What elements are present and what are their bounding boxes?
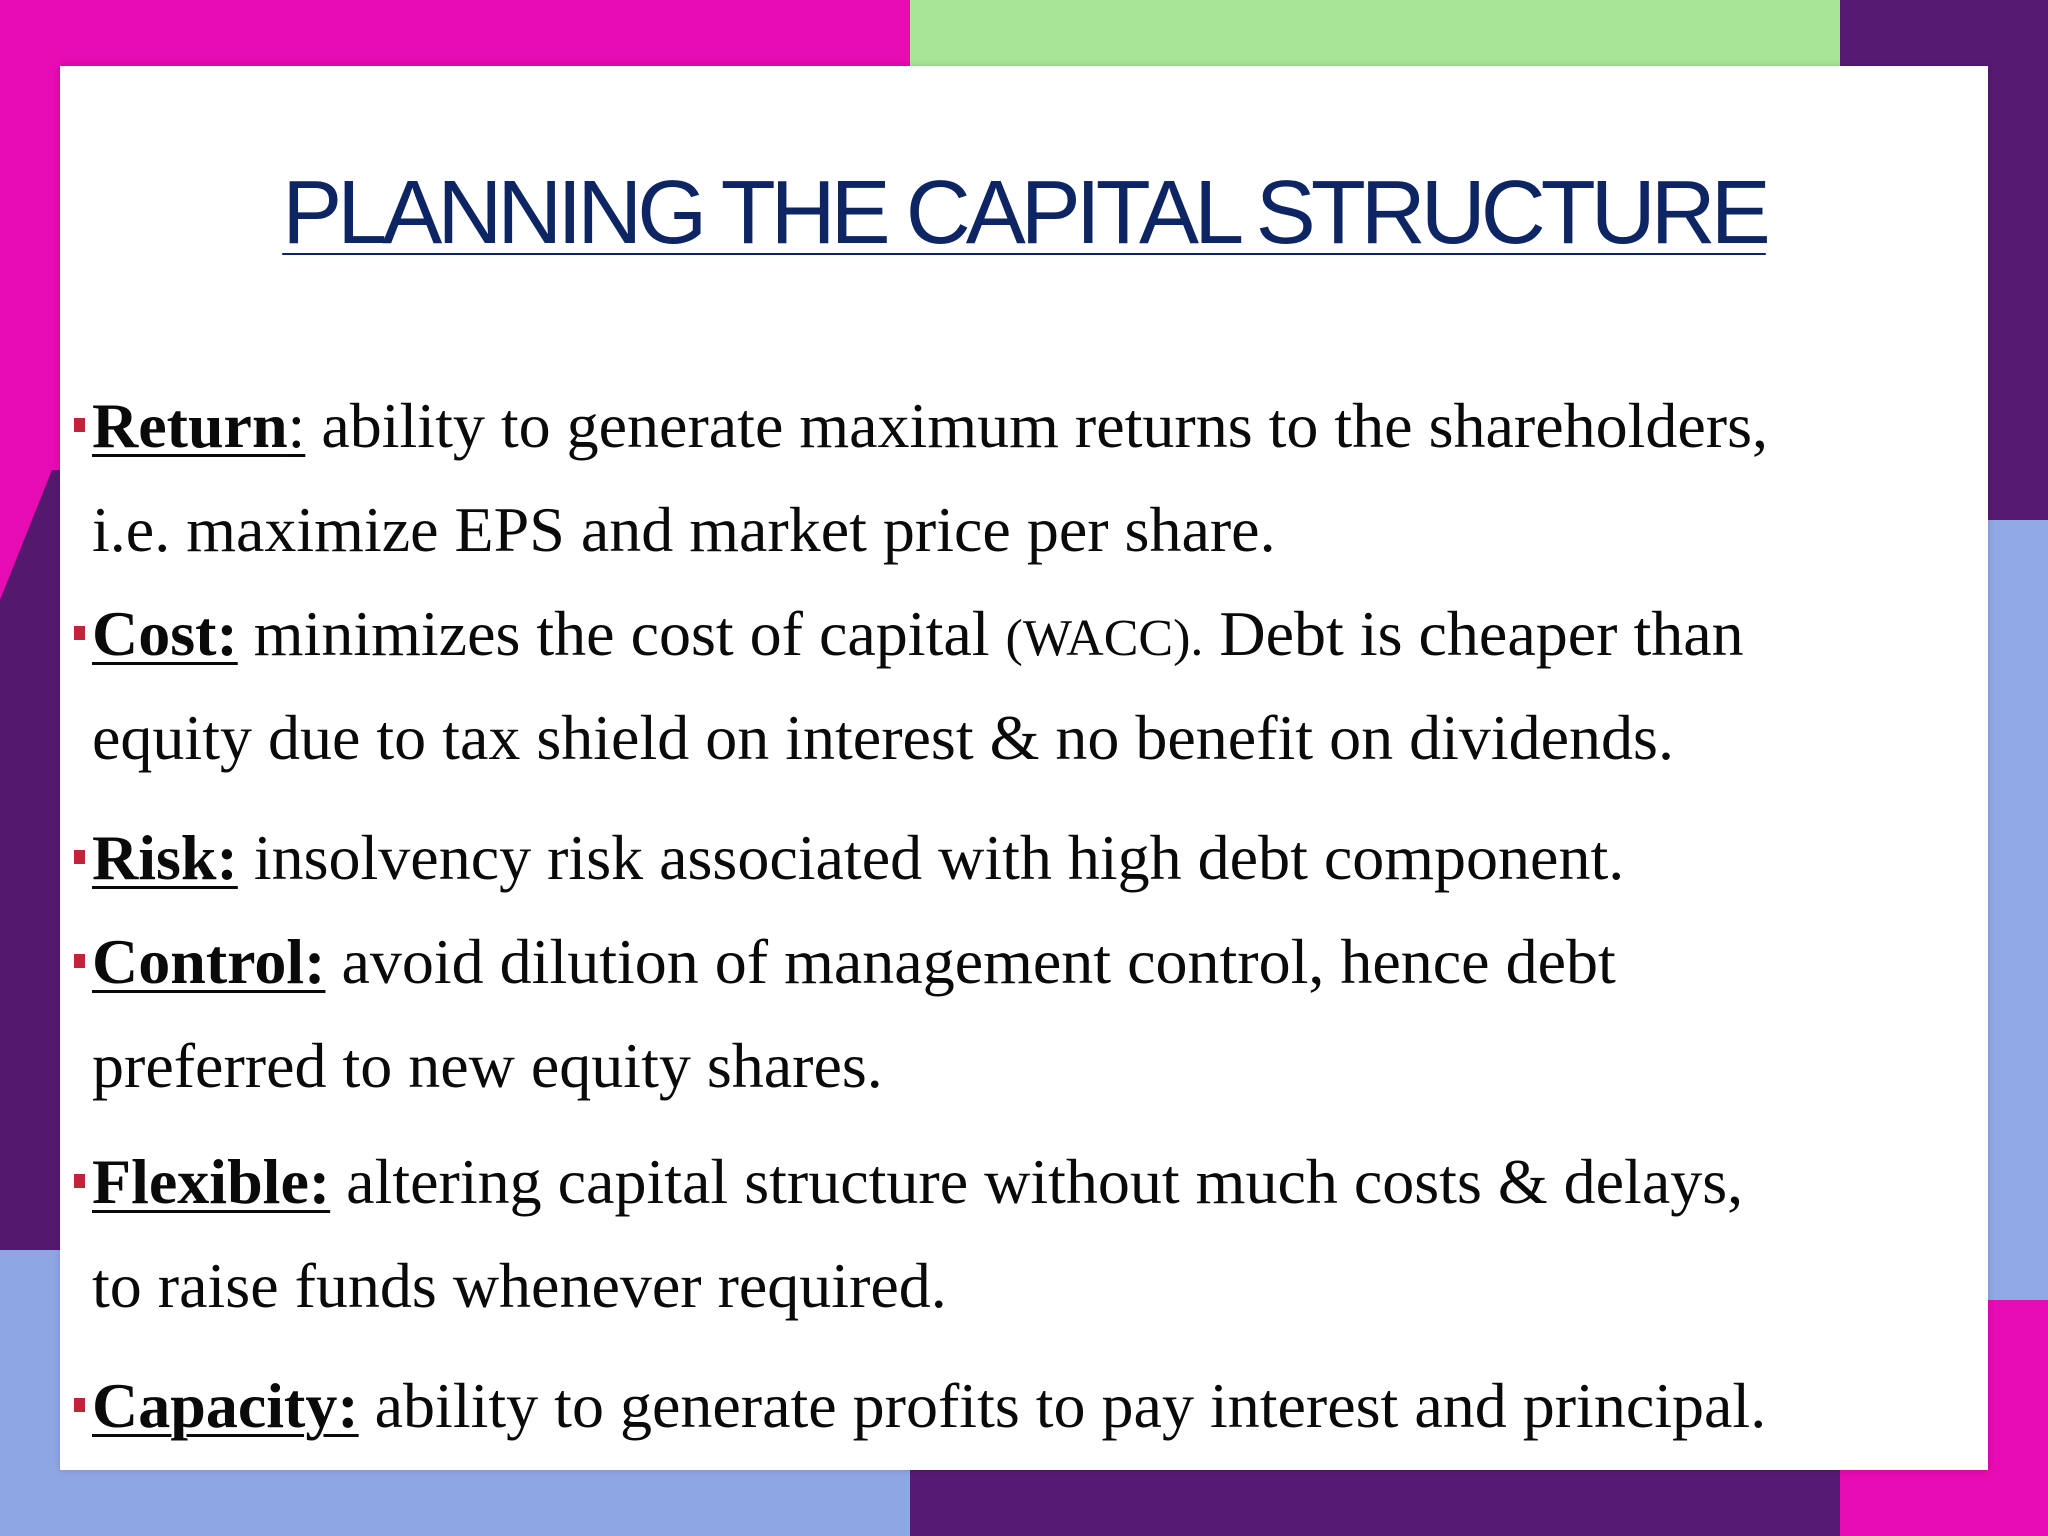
bullet-cost-line2 bbox=[92, 686, 1992, 790]
bullet-term-risk: Risk: bbox=[92, 822, 238, 893]
slide-card bbox=[60, 66, 1988, 1470]
bullet-risk-line1 bbox=[92, 806, 1992, 910]
square-bullet-icon bbox=[74, 954, 85, 968]
bullet-text-wacc: (WACC). bbox=[1005, 610, 1204, 667]
background-green-block bbox=[910, 0, 1840, 70]
bullet-text: equity due to tax shield on interest & no benefit on dividends. bbox=[92, 702, 1674, 773]
bullet-text: to raise funds whenever required. bbox=[92, 1250, 947, 1321]
bullet-text: i.e. maximize EPS and market price per share. bbox=[92, 494, 1276, 565]
bullet-text: altering capital structure without much costs & delays, bbox=[330, 1146, 1744, 1217]
bullet-cost-line1 bbox=[92, 582, 1992, 691]
bullet-list bbox=[60, 66, 1988, 1470]
square-bullet-icon bbox=[74, 850, 85, 864]
bullet-control-line2 bbox=[92, 1014, 1992, 1118]
bullet-capacity-line1 bbox=[92, 1354, 1992, 1458]
background-purple-block-bottom bbox=[910, 1460, 1840, 1536]
bullet-text: minimizes the cost of capital bbox=[237, 598, 1006, 669]
bullet-text: ability to generate maximum returns to the shareholders, bbox=[305, 390, 1768, 461]
bullet-text: Debt is cheaper than bbox=[1203, 598, 1744, 669]
bullet-term-cost: Cost: bbox=[92, 598, 238, 669]
square-bullet-icon bbox=[74, 626, 85, 640]
square-bullet-icon bbox=[74, 418, 85, 432]
bullet-text: ability to generate profits to pay interest and principal. bbox=[358, 1370, 1767, 1441]
bullet-term-return: Return bbox=[92, 390, 288, 461]
square-bullet-icon bbox=[74, 1398, 85, 1412]
slide-title-text: PLANNING THE CAPITAL STRUCTURE bbox=[282, 163, 1766, 263]
bullet-text: insolvency risk associated with high debt component. bbox=[237, 822, 1625, 893]
square-bullet-icon bbox=[74, 1174, 85, 1188]
bullet-term-flexible: Flexible: bbox=[92, 1146, 331, 1217]
bullet-control-line1 bbox=[92, 910, 1992, 1014]
bullet-flexible-line1 bbox=[92, 1130, 1992, 1234]
bullet-term-control: Control: bbox=[92, 926, 326, 997]
bullet-term-capacity: Capacity: bbox=[92, 1370, 359, 1441]
bullet-flexible-line2 bbox=[92, 1234, 1992, 1338]
bullet-return-line1 bbox=[92, 374, 1992, 478]
bullet-term-return-colon: : bbox=[287, 390, 306, 461]
bullet-return-line2 bbox=[92, 478, 1992, 582]
bullet-text: avoid dilution of management control, hence debt bbox=[325, 926, 1616, 997]
bullet-text: preferred to new equity shares. bbox=[92, 1030, 883, 1101]
